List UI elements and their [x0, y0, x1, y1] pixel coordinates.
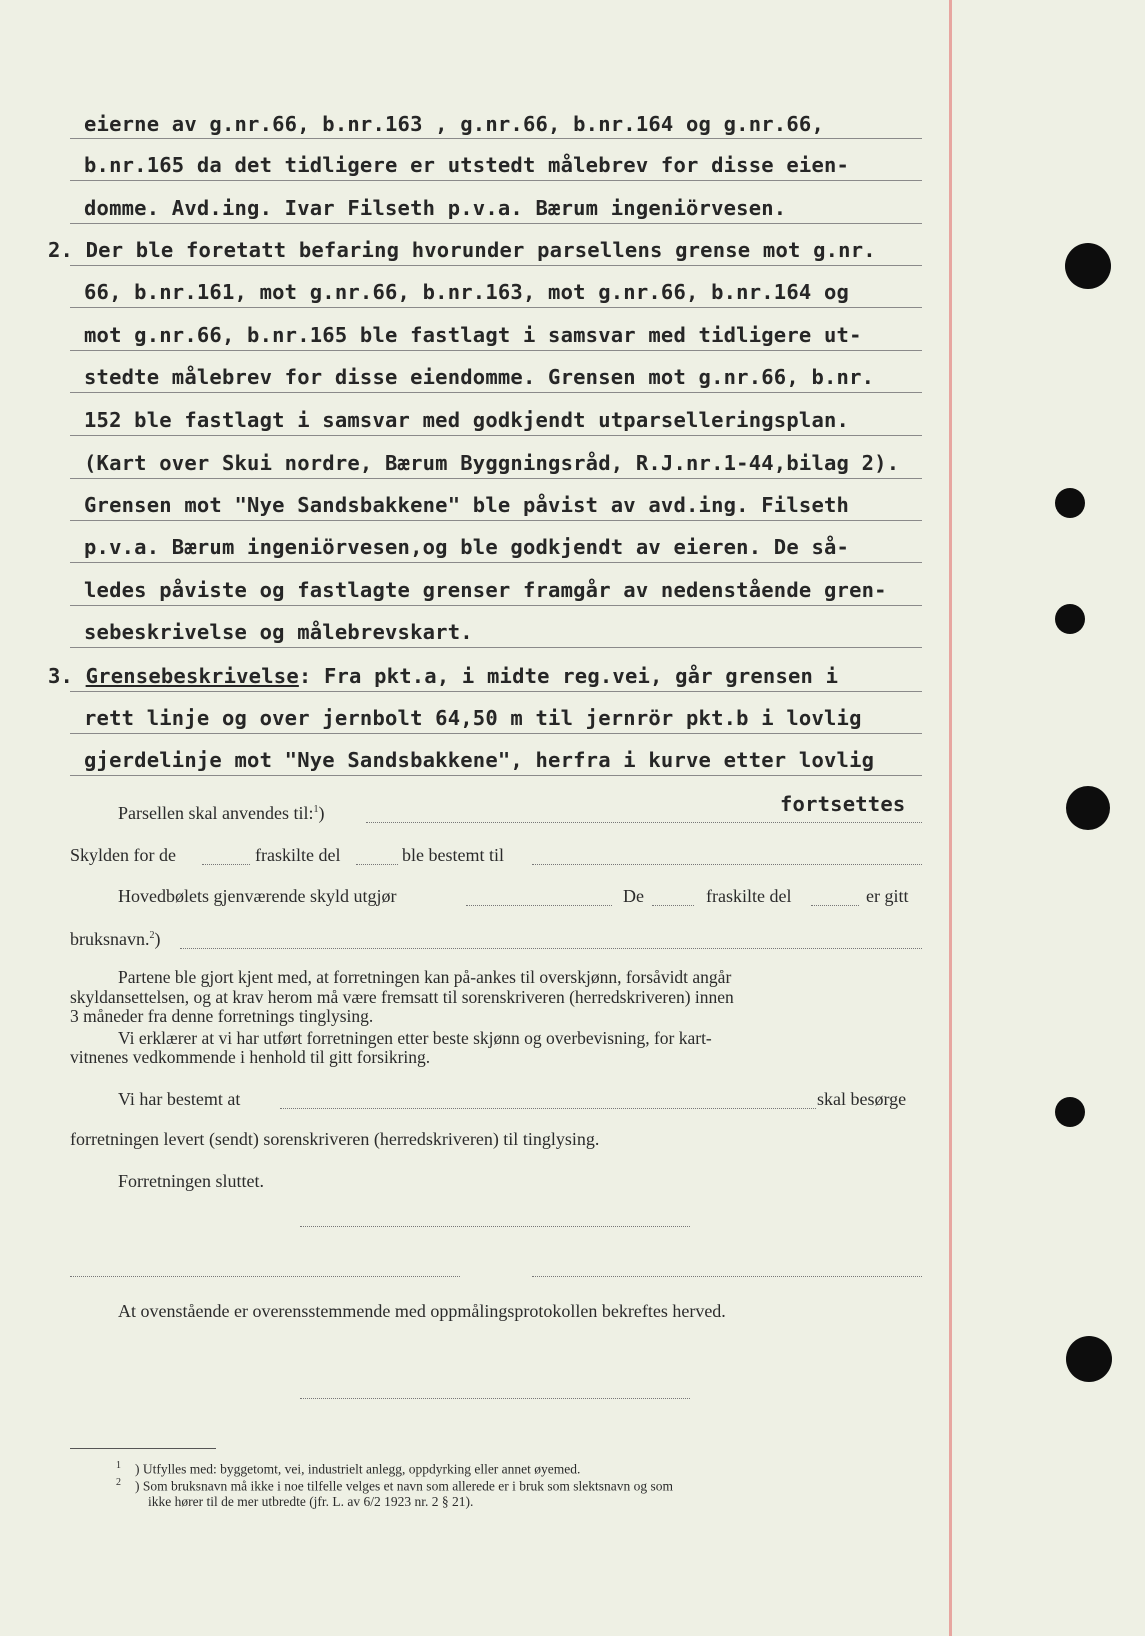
typed-line: eierne av g.nr.66, b.nr.163 , g.nr.66, b.nr.164 og g.nr.66,	[84, 112, 824, 136]
section-3-line	[48, 664, 838, 688]
fill-line	[811, 905, 859, 906]
form-hoved-3: fraskilte del	[706, 886, 792, 906]
fill-line	[356, 864, 398, 865]
punch-hole	[1055, 1097, 1085, 1127]
ruled-line	[70, 223, 922, 224]
typed-line: p.v.a. Bærum ingeniörvesen,og ble godkjendt av eieren. De så-	[84, 535, 850, 559]
footnote-2-cont: ikke hører til de mer utbredte (jfr. L. av 6/2 1923 nr. 2 § 21).	[148, 1494, 474, 1509]
form-para1-line2: skyldansettelsen, og at krav herom må være fremsatt til sorenskriveren (herredskriveren) innen	[70, 987, 734, 1007]
signature-line	[300, 1398, 690, 1399]
form-hoved-2: De	[623, 886, 644, 906]
typed-line: Grensen mot "Nye Sandsbakkene" ble påvist av avd.ing. Filseth	[84, 493, 850, 517]
fill-line	[202, 864, 250, 865]
ruled-line	[70, 350, 922, 351]
typed-line: gjerdelinje mot "Nye Sandsbakkene", herfra i kurve etter lovlig	[84, 748, 875, 772]
typed-line: (Kart over Skui nordre, Bærum Byggningsråd, R.J.nr.1-44,bilag 2).	[84, 451, 900, 475]
form-para1-line1: Partene ble gjort kjent med, at forretningen kan på-ankes til overskjønn, forsåvidt angår	[118, 967, 732, 987]
ruled-line	[70, 180, 922, 181]
form-bekreftes: At ovenstående er overensstemmende med oppmålingsprotokollen bekreftes herved.	[118, 1301, 726, 1321]
section-number: 3.	[48, 664, 74, 688]
typed-line: 152 ble fastlagt i samsvar med godkjendt utparselleringsplan.	[84, 408, 850, 432]
form-skylden-3: ble bestemt til	[402, 845, 504, 865]
form-bestemt-2: skal besørge	[817, 1089, 907, 1109]
form-skylden-2: fraskilte del	[255, 845, 341, 865]
ruled-line	[70, 562, 922, 563]
fill-line	[532, 864, 922, 865]
ruled-line	[70, 733, 922, 734]
fill-line	[652, 905, 694, 906]
fill-line	[180, 948, 922, 949]
punch-hole	[1066, 1336, 1112, 1382]
form-bestemt-1: Vi har bestemt at	[118, 1089, 241, 1109]
ruled-line	[70, 307, 922, 308]
ruled-line	[70, 478, 922, 479]
footnote-1: $^1$ ) Utfylles med: byggetomt, vei, industrielt anlegg, oppdyrking eller annet øyemed.	[116, 1460, 581, 1477]
ruled-line	[70, 138, 922, 139]
form-para2-line2: vitnenes vedkommende i henhold til gitt forsikring.	[70, 1047, 431, 1067]
punch-hole	[1055, 488, 1085, 518]
typed-line: mot g.nr.66, b.nr.165 ble fastlagt i samsvar med tidligere ut-	[84, 323, 862, 347]
footnote-rule	[70, 1448, 216, 1449]
fill-line	[280, 1108, 816, 1109]
signature-line	[532, 1276, 922, 1277]
punch-hole	[1055, 604, 1085, 634]
fill-line	[466, 905, 612, 906]
form-skylden-1: Skylden for de	[70, 845, 176, 865]
signature-line	[70, 1276, 460, 1277]
ruled-line	[70, 775, 922, 776]
ruled-line	[70, 605, 922, 606]
form-bruksnavn: bruksnavn.$^2$)	[70, 929, 161, 949]
section-heading: Grensebeskrivelse	[85, 664, 299, 688]
ruled-line	[70, 520, 922, 521]
footnote-2: $^2$ ) Som bruksnavn må ikke i noe tilfelle velges et navn som allerede er i bruk som slektsnavn og som	[116, 1477, 674, 1494]
ruled-line	[70, 435, 922, 436]
typed-line: ledes påviste og fastlagte grenser framgår av nedenstående gren-	[84, 578, 887, 602]
typed-line: b.nr.165 da det tidligere er utstedt målebrev for disse eien-	[84, 153, 850, 177]
ruled-line	[70, 392, 922, 393]
typed-line: 66, b.nr.161, mot g.nr.66, b.nr.163, mot g.nr.66, b.nr.164 og	[84, 280, 850, 304]
form-hoved-1: Hovedbølets gjenværende skyld utgjør	[118, 886, 397, 906]
ruled-line	[70, 647, 922, 648]
form-para2-line1: Vi erklærer at vi har utført forretningen etter beste skjønn og overbevisning, for kart-	[118, 1028, 712, 1048]
typed-line: stedte målebrev for disse eiendomme. Grensen mot g.nr.66, b.nr.	[84, 365, 875, 389]
typed-line: sebeskrivelse og målebrevskart.	[84, 620, 473, 644]
signature-line	[300, 1226, 690, 1227]
form-hoved-4: er gitt	[866, 886, 909, 906]
ruled-line	[70, 691, 922, 692]
form-para1-line3: 3 måneder fra denne forretnings tinglysing.	[70, 1006, 374, 1026]
typed-line: domme. Avd.ing. Ivar Filseth p.v.a. Bærum ingeniörvesen.	[84, 196, 787, 220]
continued-note: fortsettes	[780, 792, 906, 816]
typed-line: 2. Der ble foretatt befaring hvorunder parsellens grense mot g.nr.	[48, 238, 876, 262]
section-text: : Fra pkt.a, i midte reg.vei, går grensen i	[298, 664, 839, 688]
typed-line: rett linje og over jernbolt 64,50 m til jernrör pkt.b i lovlig	[84, 706, 862, 730]
punch-hole	[1066, 786, 1110, 830]
fill-line	[366, 822, 922, 823]
punch-hole	[1065, 243, 1111, 289]
form-parsellen: Parsellen skal anvendes til:$^1$)	[118, 803, 325, 823]
ruled-line	[70, 265, 922, 266]
margin-line	[949, 0, 952, 1636]
form-sluttet: Forretningen sluttet.	[118, 1171, 264, 1191]
form-levert: forretningen levert (sendt) sorenskriveren (herredskriveren) til tinglysing.	[70, 1129, 600, 1149]
